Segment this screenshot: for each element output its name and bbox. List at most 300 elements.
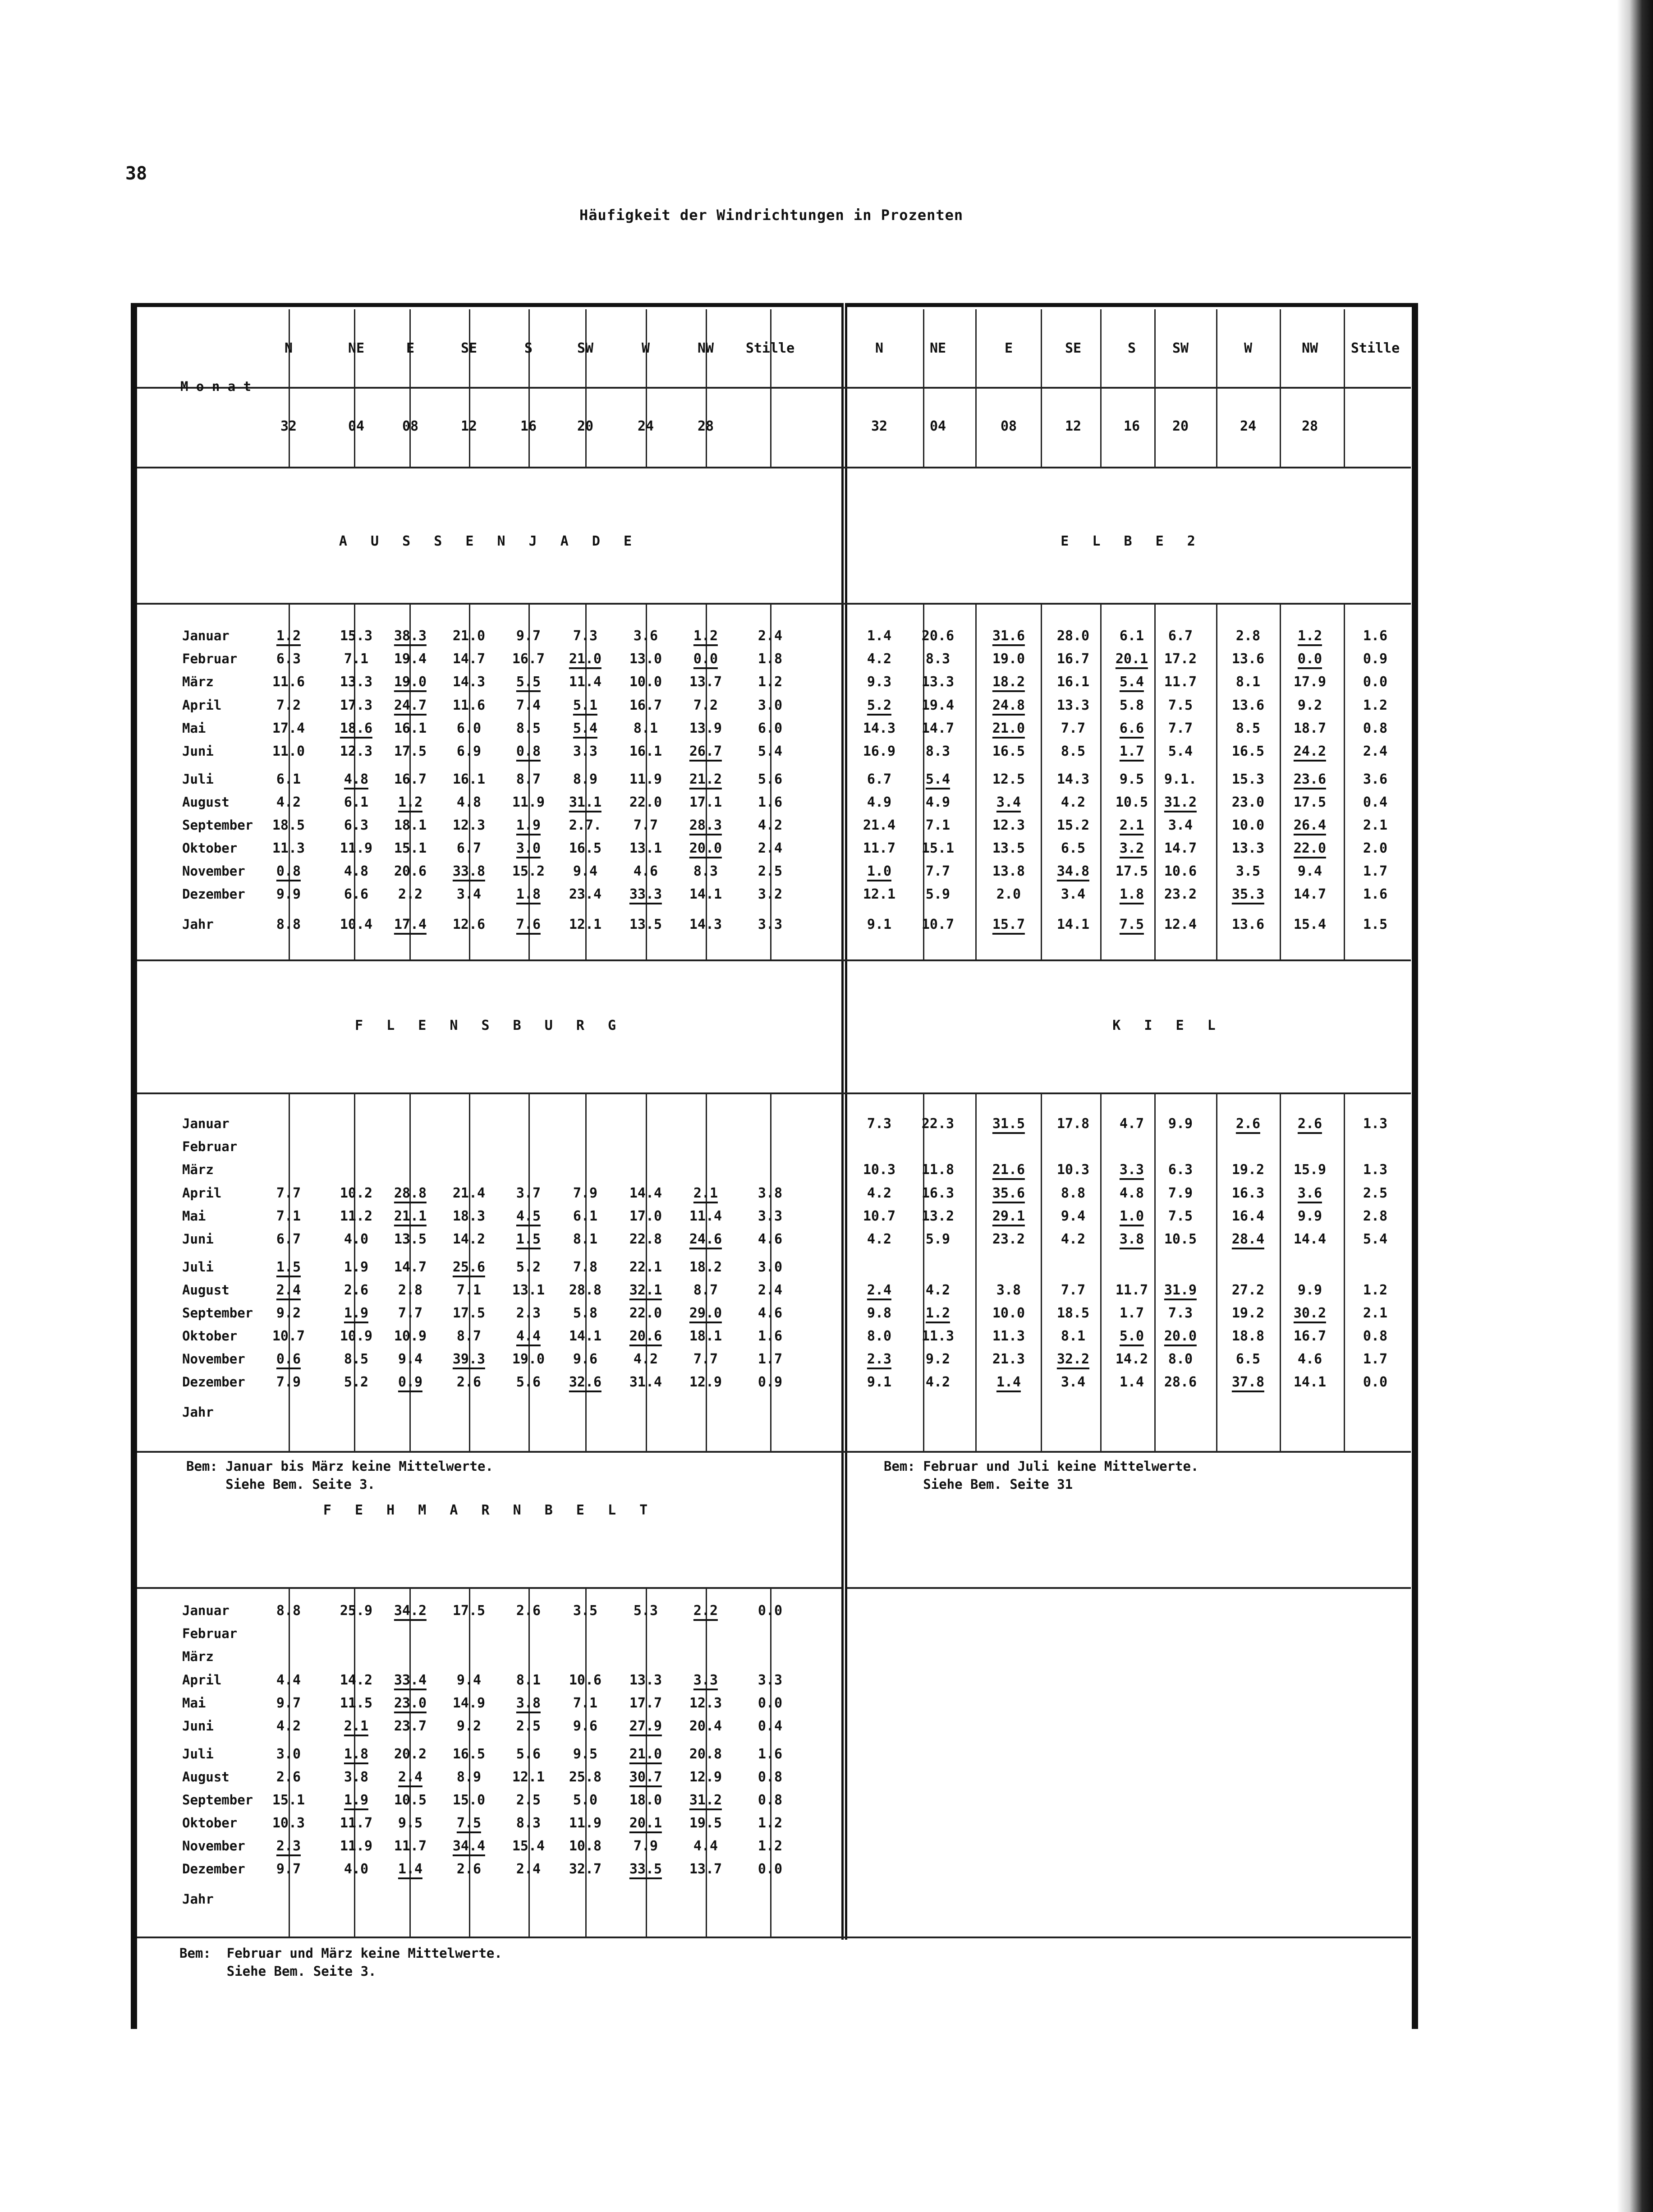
table-cell: 35.3 [1232,886,1264,904]
table-cell: 14.3 [452,674,486,690]
table-cell: 13.6 [1231,917,1265,932]
table-cell: 2.3 [276,1838,301,1856]
table-cell: 7.7 [1168,721,1193,736]
table-cell: 14.7 [1293,886,1327,902]
table-cell: 0.0 [758,1695,783,1711]
table-cell: 11.3 [992,1328,1025,1344]
table-cell: 6.6 [344,886,369,902]
table-cell: 16.1 [452,771,486,787]
table-cell: 13.5 [992,840,1025,856]
table-cell: 19.4 [921,698,955,713]
col-rule-right-5 [1216,1092,1217,1451]
month-label: September [182,1305,253,1321]
table-cell: 6.9 [456,743,482,759]
table-cell: 3.4 [1061,1374,1086,1390]
table-cell: 10.0 [1231,817,1265,833]
table-cell: 19.0 [394,674,427,692]
col-rule-right-6 [1280,603,1281,959]
table-cell: 2.6 [344,1282,369,1298]
section-title: A U S S E N J A D E [339,533,640,549]
table-cell: 23.2 [1164,886,1197,902]
table-cell: 2.1 [1120,817,1144,835]
table-cell: 10.6 [1164,863,1197,879]
table-cell: 5.8 [573,1305,598,1321]
table-cell: 3.4 [996,794,1021,812]
table-cell: 9.7 [516,628,541,644]
table-cell: 16.7 [394,771,427,787]
table-cell: 3.0 [758,698,783,713]
table-cell: 8.5 [344,1351,369,1367]
month-label: Dezember [182,1374,245,1390]
table-cell: 34.4 [453,1838,485,1856]
table-cell: 2.2 [398,886,423,902]
degree-header-left: 04 [348,418,365,434]
month-label: Jahr [182,917,214,932]
month-label: September [182,1792,253,1808]
month-label: Mai [182,1695,206,1711]
table-cell: 17.5 [452,1305,486,1321]
table-cell: 12.1 [863,886,896,902]
table-cell: 6.7 [1168,628,1193,644]
table-cell: 11.6 [452,698,486,713]
table-cell: 6.1 [573,1208,598,1224]
table-cell: 2.0 [996,886,1021,902]
table-cell: 15.4 [512,1838,545,1854]
table-cell: 27.2 [1231,1282,1265,1298]
section-1-bottom-line [137,959,1411,961]
table-cell: 1.5 [516,1231,541,1249]
table-cell: 4.2 [1061,794,1086,810]
table-cell: 2.6 [456,1374,482,1390]
table-cell: 20.0 [1164,1328,1197,1346]
table-cell: 21.6 [992,1162,1025,1180]
table-cell: 4.9 [867,794,892,810]
table-cell: 34.2 [394,1603,427,1621]
table-cell: 17.7 [629,1695,662,1711]
table-cell: 9.5 [1119,771,1144,787]
section-2-title-bottom-line [137,1092,1411,1094]
table-cell: 17.4 [272,721,305,736]
month-label: Juli [182,771,214,787]
table-cell: 24.8 [992,698,1025,716]
direction-header-left: S [524,340,533,356]
table-cell: 14.7 [1164,840,1197,856]
table-cell: 1.2 [693,628,718,646]
table-cell: 0.0 [693,651,718,669]
table-cell: 29.1 [992,1208,1025,1226]
table-cell: 2.1 [1363,1305,1388,1321]
table-cell: 8.8 [1061,1185,1086,1201]
table-cell: 1.2 [1363,698,1388,713]
table-cell: 1.7 [1120,743,1144,762]
col-rule-right-1 [975,309,977,467]
table-cell: 4.4 [693,1838,718,1854]
table-cell: 30.2 [1294,1305,1326,1323]
month-label: August [182,1769,230,1785]
table-cell: 15.1 [394,840,427,856]
table-cell: 2.4 [516,1861,541,1877]
table-cell: 9.4 [1297,863,1322,879]
col-rule-right-1 [975,603,977,959]
table-cell: 32.7 [569,1861,602,1877]
table-cell: 10.0 [992,1305,1025,1321]
table-cell: 16.5 [1231,743,1265,759]
table-cell: 14.7 [921,721,955,736]
table-cell: 7.7 [1061,1282,1086,1298]
table-cell: 7.1 [573,1695,598,1711]
table-cell: 14.3 [863,721,896,736]
table-cell: 5.2 [867,698,891,716]
table-cell: 4.5 [516,1208,541,1226]
col-rule-right-0 [923,309,924,467]
table-cell: 25.6 [453,1259,485,1277]
table-cell: 11.7 [1115,1282,1148,1298]
table-cell: 12.4 [1164,917,1197,932]
table-cell: 11.5 [340,1695,373,1711]
table-cell: 18.1 [394,817,427,833]
table-cell: 4.2 [925,1282,950,1298]
table-cell: 21.3 [992,1351,1025,1367]
table-cell: 11.3 [272,840,305,856]
table-cell: 6.3 [1168,1162,1193,1178]
table-cell: 17.8 [1056,1116,1090,1132]
degree-header-left: 28 [697,418,714,434]
table-cell: 11.9 [629,771,662,787]
table-cell: 27.9 [629,1718,662,1736]
table-cell: 7.5 [457,1815,481,1833]
table-cell: 1.4 [398,1861,422,1879]
table-cell: 7.2 [276,698,301,713]
table-cell: 4.2 [276,1718,301,1734]
table-cell: 12.5 [992,771,1025,787]
degree-header-left: 32 [280,418,297,434]
month-label: Mai [182,1208,206,1224]
table-cell: 1.5 [276,1259,301,1277]
table-cell: 8.3 [925,743,950,759]
col-rule-right-0 [923,603,924,959]
table-cell: 23.2 [992,1231,1025,1247]
col-rule-right-3 [1100,603,1102,959]
table-cell: 12.9 [689,1769,722,1785]
table-cell: 7.6 [516,917,541,935]
table-cell: 2.4 [758,628,783,644]
table-cell: 0.0 [1298,651,1322,669]
table-cell: 4.2 [276,794,301,810]
month-label: November [182,1351,245,1367]
table-cell: 5.4 [758,743,783,759]
table-cell: 4.6 [1297,1351,1322,1367]
degree-header-right: 28 [1301,418,1318,434]
table-cell: 2.5 [516,1792,541,1808]
table-cell: 18.5 [1056,1305,1090,1321]
col-rule-right-0 [923,1092,924,1451]
table-cell: 32.1 [629,1282,662,1300]
table-cell: 30.7 [629,1769,662,1787]
table-cell: 34.8 [1057,863,1089,881]
table-cell: 31.2 [1164,794,1197,812]
table-cell: 12.9 [689,1374,722,1390]
table-cell: 1.6 [1363,886,1388,902]
table-cell: 8.5 [1061,743,1086,759]
table-cell: 6.0 [758,721,783,736]
table-cell: 16.7 [629,698,662,713]
table-cell: 9.9 [1168,1116,1193,1132]
table-cell: 5.5 [516,674,541,692]
col-rule-right-7 [1344,309,1345,467]
table-cell: 15.4 [1293,917,1327,932]
table-cell: 11.4 [569,674,602,690]
table-cell: 28.0 [1056,628,1090,644]
month-label: Juli [182,1746,214,1762]
degree-header-right: 12 [1065,418,1082,434]
table-cell: 3.4 [1168,817,1193,833]
section-title: E L B E 2 [1061,533,1203,549]
table-cell: 12.6 [452,917,486,932]
table-cell: 20.0 [689,840,722,858]
table-cell: 7.3 [573,628,598,644]
table-cell: 10.3 [1056,1162,1090,1178]
table-cell: 16.1 [394,721,427,736]
table-cell: 29.0 [689,1305,722,1323]
table-cell: 13.3 [340,674,373,690]
table-cell: 17.1 [689,794,722,810]
table-cell: 28.3 [689,817,722,835]
table-cell: 10.5 [394,1792,427,1808]
table-cell: 14.2 [452,1231,486,1247]
direction-header-right: S [1127,340,1136,356]
table-cell: 13.0 [629,651,662,667]
table-cell: 5.6 [758,771,783,787]
table-cell: 1.9 [344,1259,369,1275]
table-cell: 0.8 [1363,1328,1388,1344]
table-cell: 0.8 [758,1792,783,1808]
table-cell: 22.3 [921,1116,955,1132]
table-cell: 0.0 [758,1861,783,1877]
degree-header-left: 08 [402,418,419,434]
table-cell: 8.1 [573,1231,598,1247]
col-rule-right-2 [1041,1092,1042,1451]
col-rule-right-4 [1154,309,1156,467]
month-label: Januar [182,1116,230,1131]
table-cell: 13.9 [689,721,722,736]
table-cell: 8.5 [1235,721,1261,736]
table-cell: 9.1. [1164,771,1197,787]
table-cell: 13.5 [394,1231,427,1247]
table-cell: 10.0 [629,674,662,690]
table-cell: 9.8 [867,1305,892,1321]
table-cell: 1.9 [516,817,541,835]
table-cell: 11.7 [863,840,896,856]
table-cell: 12.3 [992,817,1025,833]
table-cell: 18.7 [1293,721,1327,736]
table-cell: 1.7 [1363,1351,1388,1367]
table-cell: 2.1 [1363,817,1388,833]
table-cell: 23.6 [1294,771,1326,789]
table-cell: 4.2 [758,817,783,833]
table-cell: 13.3 [1056,698,1090,713]
table-cell: 2.3 [516,1305,541,1321]
table-cell: 17.5 [394,743,427,759]
table-cell: 19.5 [689,1815,722,1831]
direction-header-right: N [875,340,884,356]
table-cell: 16.1 [629,743,662,759]
table-cell: 9.4 [1061,1208,1086,1224]
table-cell: 2.0 [1363,840,1388,856]
table-cell: 20.1 [629,1815,662,1833]
table-cell: 3.8 [996,1282,1021,1298]
table-cell: 1.2 [276,628,301,646]
table-cell: 4.2 [925,1374,950,1390]
table-cell: 7.7 [633,817,658,833]
table-cell: 1.9 [344,1305,368,1323]
direction-header-left: SW [577,340,594,356]
col-rule-right-4 [1154,1092,1156,1451]
table-cell: 18.5 [272,817,305,833]
table-cell: 15.3 [1231,771,1265,787]
col-rule-left-7 [706,309,707,467]
table-cell: 5.8 [1119,698,1144,713]
table-cell: 0.0 [1363,674,1388,690]
table-cell: 6.1 [1119,628,1144,644]
table-cell: 10.9 [394,1328,427,1344]
table-cell: 5.0 [573,1792,598,1808]
degree-header-left: 24 [637,418,654,434]
table-cell: 26.4 [1294,817,1326,835]
table-cell: 18.8 [1231,1328,1265,1344]
table-cell: 8.1 [516,1672,541,1688]
table-cell: 5.1 [573,698,597,716]
col-rule-right-3 [1100,309,1102,467]
month-label: November [182,1838,245,1854]
table-cell: 18.2 [992,674,1025,692]
table-cell: 14.4 [629,1185,662,1201]
degree-header-left: 20 [577,418,594,434]
table-cell: 23.7 [394,1718,427,1734]
table-cell: 3.7 [516,1185,541,1201]
table-cell: 7.4 [516,698,541,713]
table-cell: 5.4 [1363,1231,1388,1247]
table-cell: 10.6 [569,1672,602,1688]
table-cell: 21.4 [452,1185,486,1201]
table-cell: 5.6 [516,1746,541,1762]
table-cell: 10.2 [340,1185,373,1201]
table-cell: 4.8 [344,771,368,789]
direction-header-right: W [1244,340,1253,356]
table-cell: 1.2 [1298,628,1322,646]
table-cell: 31.2 [689,1792,722,1810]
table-cell: 20.1 [1116,651,1148,669]
table-cell: 18.0 [629,1792,662,1808]
table-cell: 4.7 [1119,1116,1144,1132]
table-cell: 19.0 [512,1351,545,1367]
direction-header-left: NE [348,340,365,356]
month-label: Oktober [182,840,238,856]
table-cell: 3.6 [633,628,658,644]
table-cell: 0.4 [758,1718,783,1734]
table-cell: 8.5 [516,721,541,736]
degree-header-left: 12 [460,418,478,434]
table-cell: 22.0 [1294,840,1326,858]
table-cell: 0.0 [758,1603,783,1619]
table-cell: 5.9 [925,886,950,902]
table-cell: 3.0 [758,1259,783,1275]
table-cell: 19.0 [992,651,1025,667]
table-cell: 5.2 [344,1374,369,1390]
table-cell: 11.7 [1164,674,1197,690]
direction-header-left: W [641,340,650,356]
table-cell: 7.9 [276,1374,301,1390]
table-cell: 11.7 [340,1815,373,1831]
table-cell: 11.7 [394,1838,427,1854]
table-cell: 13.5 [629,917,662,932]
table-cell: 0.9 [398,1374,422,1392]
fehmarnbelt-title-bottom-line [137,1587,841,1589]
table-cell: 14.7 [452,651,486,667]
section-2-bottom-line [137,1451,1411,1453]
table-cell: 13.7 [689,1861,722,1877]
table-cell: 2.5 [1363,1185,1388,1201]
kiel-note-bottom-line [847,1587,1411,1589]
table-cell: 14.1 [1293,1374,1327,1390]
table-cell: 1.2 [758,1815,783,1831]
table-cell: 2.1 [693,1185,718,1203]
table-cell: 8.7 [516,771,541,787]
table-cell: 14.2 [340,1672,373,1688]
table-cell: 25.8 [569,1769,602,1785]
col-rule-right-7 [1344,603,1345,959]
table-cell: 0.4 [1363,794,1388,810]
month-label: Juni [182,743,214,759]
month-label: März [182,674,214,689]
table-cell: 4.0 [344,1861,369,1877]
table-cell: 20.8 [689,1746,722,1762]
month-label: Oktober [182,1328,238,1344]
table-cell: 14.4 [1293,1231,1327,1247]
table-cell: 3.3 [693,1672,718,1690]
table-cell: 3.8 [344,1769,369,1785]
table-cell: 16.3 [1231,1185,1265,1201]
table-cell: 14.7 [394,1259,427,1275]
table-cell: 33.4 [394,1672,427,1690]
table-cell: 0.8 [276,863,301,881]
table-cell: 5.6 [516,1374,541,1390]
table-cell: 11.9 [569,1815,602,1831]
table-cell: 18.2 [689,1259,722,1275]
section-note: Bem: Januar bis März keine Mittelwerte. Siehe Bem. Seite 3. [186,1459,493,1492]
table-cell: 8.7 [456,1328,482,1344]
table-cell: 16.7 [1056,651,1090,667]
month-label: Juni [182,1718,214,1734]
table-cell: 1.8 [516,886,541,904]
table-cell: 6.1 [344,794,369,810]
table-cell: 3.3 [758,917,783,932]
table-cell: 4.6 [758,1231,783,1247]
table-cell: 23.4 [569,886,602,902]
col-rule-right-6 [1280,1092,1281,1451]
table-cell: 10.7 [921,917,955,932]
table-cell: 8.3 [693,863,718,879]
table-cell: 12.3 [689,1695,722,1711]
table-cell: 15.0 [452,1792,486,1808]
month-label: Juni [182,1231,214,1247]
table-cell: 10.5 [1164,1231,1197,1247]
table-cell: 2.4 [1363,743,1388,759]
table-cell: 24.7 [394,698,427,716]
table-cell: 20.6 [629,1328,662,1346]
table-cell: 9.2 [925,1351,950,1367]
table-cell: 21.0 [452,628,486,644]
col-rule-right-6 [1280,309,1281,467]
